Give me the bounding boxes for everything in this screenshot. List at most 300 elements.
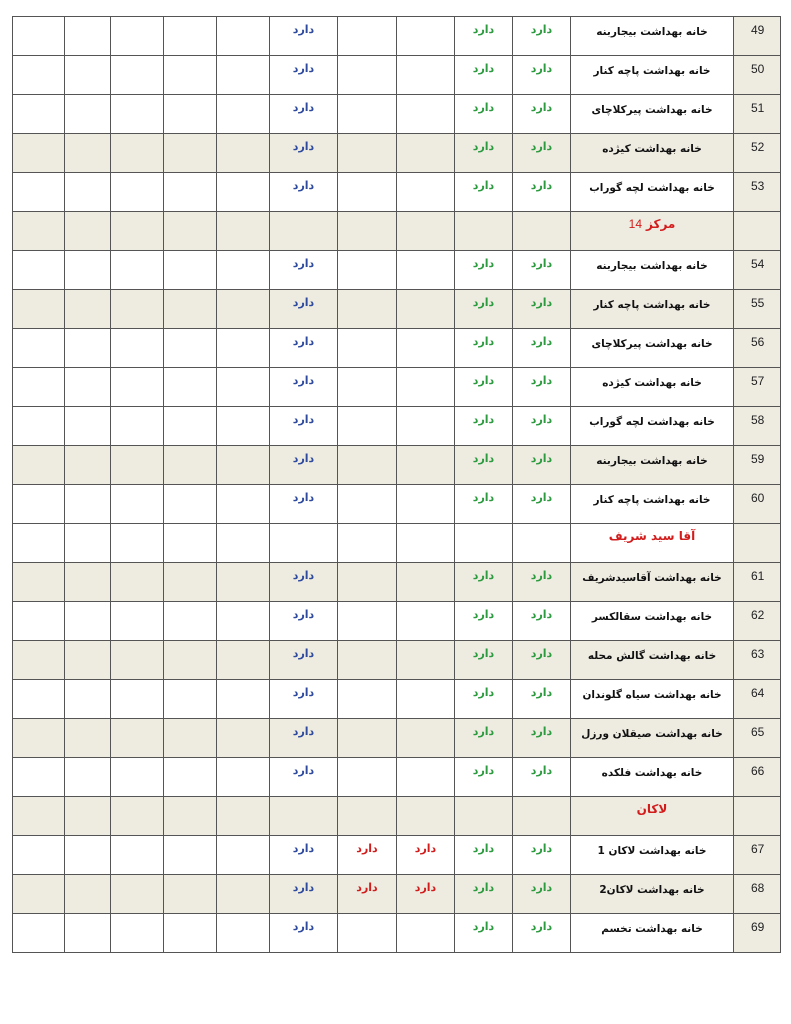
empty-cell	[513, 797, 571, 836]
health-house-table	[12, 16, 781, 953]
section-header-row	[13, 524, 781, 563]
status-cell	[338, 290, 397, 329]
empty-cell	[164, 524, 217, 563]
row-number: 69	[734, 914, 781, 953]
empty-cell	[111, 95, 164, 134]
empty-cell	[65, 368, 111, 407]
table-row	[13, 134, 781, 173]
empty-cell	[13, 875, 65, 914]
empty-cell	[13, 407, 65, 446]
status-cell	[338, 368, 397, 407]
row-number: 68	[734, 875, 781, 914]
status-cell: دارد	[455, 134, 513, 173]
empty-cell	[111, 680, 164, 719]
empty-cell	[111, 719, 164, 758]
row-number: 67	[734, 836, 781, 875]
empty-cell	[111, 836, 164, 875]
empty-cell	[164, 368, 217, 407]
empty-cell	[164, 485, 217, 524]
facility-name: خانه بهداشت پیرکلاچای	[571, 329, 734, 368]
status-cell: دارد	[455, 95, 513, 134]
table-row	[13, 251, 781, 290]
section-title-text: مرکز	[646, 217, 676, 231]
empty-cell	[13, 17, 65, 56]
status-cell	[338, 173, 397, 212]
table-row	[13, 446, 781, 485]
status-cell: دارد	[455, 368, 513, 407]
status-cell: دارد	[270, 407, 338, 446]
status-cell	[338, 641, 397, 680]
facility-name: خانه بهداشت پاچه کنار	[571, 56, 734, 95]
status-cell: دارد	[455, 173, 513, 212]
section-title	[571, 212, 734, 251]
empty-cell	[164, 836, 217, 875]
empty-cell	[164, 563, 217, 602]
row-number: 62	[734, 602, 781, 641]
status-cell: دارد	[455, 485, 513, 524]
empty-cell	[65, 719, 111, 758]
empty-cell	[217, 797, 270, 836]
facility-name: خانه بهداشت کیژده	[571, 368, 734, 407]
status-cell: دارد	[513, 758, 571, 797]
empty-cell	[111, 485, 164, 524]
status-cell: دارد	[397, 836, 455, 875]
empty-cell	[65, 446, 111, 485]
status-cell	[397, 251, 455, 290]
status-cell: دارد	[513, 95, 571, 134]
empty-cell	[111, 602, 164, 641]
row-number	[734, 524, 781, 563]
empty-cell	[111, 563, 164, 602]
empty-cell	[111, 212, 164, 251]
empty-cell	[13, 290, 65, 329]
status-cell: دارد	[270, 836, 338, 875]
empty-cell	[111, 797, 164, 836]
status-cell: دارد	[455, 602, 513, 641]
empty-cell	[164, 407, 217, 446]
status-cell: دارد	[270, 251, 338, 290]
empty-cell	[65, 173, 111, 212]
facility-name: خانه بهداشت آقاسیدشریف	[571, 563, 734, 602]
empty-cell	[164, 719, 217, 758]
status-cell	[397, 17, 455, 56]
facility-name: خانه بهداشت لچه گوراب	[571, 407, 734, 446]
status-cell: دارد	[270, 368, 338, 407]
row-number: 56	[734, 329, 781, 368]
empty-cell	[65, 563, 111, 602]
row-number: 52	[734, 134, 781, 173]
status-cell	[397, 407, 455, 446]
empty-cell	[397, 524, 455, 563]
empty-cell	[164, 914, 217, 953]
row-number: 60	[734, 485, 781, 524]
row-number: 59	[734, 446, 781, 485]
empty-cell	[13, 329, 65, 368]
status-cell: دارد	[397, 875, 455, 914]
status-cell: دارد	[513, 914, 571, 953]
status-cell: دارد	[455, 875, 513, 914]
empty-cell	[397, 212, 455, 251]
empty-cell	[164, 329, 217, 368]
row-number: 53	[734, 173, 781, 212]
empty-cell	[13, 251, 65, 290]
row-number: 51	[734, 95, 781, 134]
status-cell: دارد	[513, 329, 571, 368]
empty-cell	[164, 446, 217, 485]
status-cell: دارد	[270, 446, 338, 485]
table-row	[13, 836, 781, 875]
status-cell	[397, 134, 455, 173]
status-cell: دارد	[270, 134, 338, 173]
status-cell: دارد	[270, 173, 338, 212]
status-cell: دارد	[513, 836, 571, 875]
empty-cell	[164, 641, 217, 680]
status-cell: دارد	[338, 875, 397, 914]
empty-cell	[217, 251, 270, 290]
empty-cell	[111, 329, 164, 368]
empty-cell	[164, 875, 217, 914]
section-title-text: آقا سید شریف	[608, 529, 696, 543]
status-cell: دارد	[270, 290, 338, 329]
status-cell: دارد	[513, 680, 571, 719]
facility-name: خانه بهداشت بیجاربنه	[571, 446, 734, 485]
empty-cell	[13, 134, 65, 173]
facility-name: خانه بهداشت پیرکلاچای	[571, 95, 734, 134]
empty-cell	[513, 212, 571, 251]
status-cell	[338, 17, 397, 56]
status-cell: دارد	[455, 563, 513, 602]
row-number: 58	[734, 407, 781, 446]
status-cell	[338, 446, 397, 485]
table-row	[13, 17, 781, 56]
empty-cell	[217, 680, 270, 719]
empty-cell	[65, 914, 111, 953]
row-number	[734, 212, 781, 251]
status-cell: دارد	[513, 875, 571, 914]
status-cell	[397, 95, 455, 134]
table-row	[13, 875, 781, 914]
empty-cell	[13, 446, 65, 485]
status-cell	[397, 368, 455, 407]
facility-name: خانه بهداشت گالش محله	[571, 641, 734, 680]
empty-cell	[217, 836, 270, 875]
empty-cell	[164, 17, 217, 56]
empty-cell	[217, 602, 270, 641]
status-cell	[338, 134, 397, 173]
row-number: 66	[734, 758, 781, 797]
status-cell: دارد	[513, 134, 571, 173]
row-number: 49	[734, 17, 781, 56]
facility-name: خانه بهداشت پاچه کنار	[571, 290, 734, 329]
status-cell: دارد	[513, 407, 571, 446]
facility-name: خانه بهداشت فلکده	[571, 758, 734, 797]
status-cell: دارد	[455, 836, 513, 875]
table-row	[13, 368, 781, 407]
status-cell	[397, 290, 455, 329]
status-cell: دارد	[270, 329, 338, 368]
status-cell	[397, 758, 455, 797]
status-cell: دارد	[455, 251, 513, 290]
table-row	[13, 914, 781, 953]
status-cell: دارد	[270, 641, 338, 680]
table-row	[13, 485, 781, 524]
empty-cell	[217, 641, 270, 680]
status-cell	[338, 758, 397, 797]
section-title	[571, 524, 734, 563]
status-cell: دارد	[455, 329, 513, 368]
empty-cell	[217, 17, 270, 56]
empty-cell	[111, 914, 164, 953]
row-number: 61	[734, 563, 781, 602]
empty-cell	[455, 524, 513, 563]
table-row	[13, 641, 781, 680]
table-row	[13, 173, 781, 212]
document-page	[12, 16, 780, 953]
row-number: 54	[734, 251, 781, 290]
facility-name: خانه بهداشت صیقلان ورزل	[571, 719, 734, 758]
facility-name: خانه بهداشت سیاه گلوندان	[571, 680, 734, 719]
table-row	[13, 329, 781, 368]
empty-cell	[111, 641, 164, 680]
status-cell: دارد	[513, 563, 571, 602]
status-cell	[397, 602, 455, 641]
status-cell: دارد	[513, 173, 571, 212]
status-cell: دارد	[270, 602, 338, 641]
empty-cell	[65, 407, 111, 446]
empty-cell	[111, 368, 164, 407]
table-row	[13, 563, 781, 602]
status-cell: دارد	[513, 290, 571, 329]
empty-cell	[65, 485, 111, 524]
status-cell: دارد	[270, 95, 338, 134]
empty-cell	[338, 524, 397, 563]
status-cell	[338, 914, 397, 953]
facility-name: خانه بهداشت پاچه کنار	[571, 485, 734, 524]
status-cell	[397, 56, 455, 95]
empty-cell	[111, 251, 164, 290]
empty-cell	[217, 485, 270, 524]
empty-cell	[217, 758, 270, 797]
empty-cell	[13, 914, 65, 953]
status-cell: دارد	[513, 602, 571, 641]
row-number: 50	[734, 56, 781, 95]
empty-cell	[164, 56, 217, 95]
status-cell: دارد	[270, 17, 338, 56]
status-cell: دارد	[270, 485, 338, 524]
section-header-row	[13, 212, 781, 251]
status-cell: دارد	[513, 719, 571, 758]
status-cell	[338, 485, 397, 524]
empty-cell	[111, 875, 164, 914]
row-number	[734, 797, 781, 836]
status-cell: دارد	[270, 563, 338, 602]
empty-cell	[164, 95, 217, 134]
empty-cell	[164, 758, 217, 797]
empty-cell	[65, 680, 111, 719]
section-header-row	[13, 797, 781, 836]
facility-name: خانه بهداشت لاکان2	[571, 875, 734, 914]
empty-cell	[217, 368, 270, 407]
empty-cell	[13, 758, 65, 797]
empty-cell	[217, 173, 270, 212]
empty-cell	[65, 329, 111, 368]
empty-cell	[217, 134, 270, 173]
table-row	[13, 95, 781, 134]
status-cell: دارد	[455, 446, 513, 485]
empty-cell	[164, 797, 217, 836]
row-number: 64	[734, 680, 781, 719]
table-row	[13, 290, 781, 329]
row-number: 57	[734, 368, 781, 407]
table-row	[13, 680, 781, 719]
empty-cell	[13, 56, 65, 95]
empty-cell	[65, 602, 111, 641]
facility-name: خانه بهداشت بیجاربنه	[571, 251, 734, 290]
empty-cell	[455, 212, 513, 251]
empty-cell	[217, 407, 270, 446]
empty-cell	[164, 212, 217, 251]
facility-name: خانه بهداشت تخسم	[571, 914, 734, 953]
empty-cell	[13, 641, 65, 680]
empty-cell	[13, 524, 65, 563]
status-cell: دارد	[455, 758, 513, 797]
empty-cell	[164, 680, 217, 719]
status-cell	[397, 719, 455, 758]
empty-cell	[13, 485, 65, 524]
status-cell: دارد	[270, 680, 338, 719]
status-cell: دارد	[455, 17, 513, 56]
facility-name: خانه بهداشت لچه گوراب	[571, 173, 734, 212]
section-title-text: لاکان	[636, 802, 668, 816]
empty-cell	[397, 797, 455, 836]
empty-cell	[455, 797, 513, 836]
status-cell: دارد	[455, 56, 513, 95]
empty-cell	[111, 17, 164, 56]
row-number: 55	[734, 290, 781, 329]
status-cell: دارد	[455, 680, 513, 719]
empty-cell	[65, 758, 111, 797]
empty-cell	[217, 719, 270, 758]
empty-cell	[217, 56, 270, 95]
status-cell: دارد	[270, 719, 338, 758]
status-cell: دارد	[455, 407, 513, 446]
status-cell: دارد	[455, 719, 513, 758]
empty-cell	[65, 95, 111, 134]
facility-name: خانه بهداشت لاکان 1	[571, 836, 734, 875]
status-cell	[338, 719, 397, 758]
facility-name: خانه بهداشت کیژده	[571, 134, 734, 173]
empty-cell	[111, 407, 164, 446]
empty-cell	[164, 134, 217, 173]
status-cell: دارد	[270, 56, 338, 95]
empty-cell	[65, 641, 111, 680]
status-cell: دارد	[455, 290, 513, 329]
empty-cell	[65, 56, 111, 95]
empty-cell	[217, 212, 270, 251]
empty-cell	[65, 134, 111, 173]
empty-cell	[65, 17, 111, 56]
empty-cell	[164, 290, 217, 329]
table-row	[13, 407, 781, 446]
status-cell: دارد	[270, 914, 338, 953]
status-cell	[338, 563, 397, 602]
status-cell	[397, 563, 455, 602]
status-cell: دارد	[513, 446, 571, 485]
empty-cell	[338, 797, 397, 836]
empty-cell	[13, 212, 65, 251]
status-cell: دارد	[513, 56, 571, 95]
status-cell	[397, 641, 455, 680]
empty-cell	[65, 875, 111, 914]
empty-cell	[13, 836, 65, 875]
empty-cell	[111, 524, 164, 563]
empty-cell	[13, 368, 65, 407]
status-cell: دارد	[338, 836, 397, 875]
empty-cell	[217, 875, 270, 914]
table-row	[13, 602, 781, 641]
empty-cell	[270, 797, 338, 836]
status-cell: دارد	[455, 641, 513, 680]
status-cell: دارد	[513, 17, 571, 56]
empty-cell	[13, 173, 65, 212]
empty-cell	[13, 602, 65, 641]
status-cell	[338, 251, 397, 290]
empty-cell	[217, 446, 270, 485]
empty-cell	[13, 719, 65, 758]
empty-cell	[111, 446, 164, 485]
status-cell	[338, 329, 397, 368]
status-cell	[338, 95, 397, 134]
empty-cell	[217, 524, 270, 563]
status-cell: دارد	[455, 914, 513, 953]
empty-cell	[217, 914, 270, 953]
status-cell	[338, 602, 397, 641]
empty-cell	[217, 290, 270, 329]
empty-cell	[111, 173, 164, 212]
status-cell	[397, 173, 455, 212]
empty-cell	[13, 797, 65, 836]
empty-cell	[111, 134, 164, 173]
status-cell	[338, 407, 397, 446]
empty-cell	[164, 602, 217, 641]
table-row	[13, 719, 781, 758]
empty-cell	[13, 680, 65, 719]
status-cell	[397, 446, 455, 485]
empty-cell	[164, 173, 217, 212]
empty-cell	[217, 95, 270, 134]
empty-cell	[65, 251, 111, 290]
empty-cell	[111, 758, 164, 797]
status-cell	[397, 329, 455, 368]
status-cell	[338, 56, 397, 95]
empty-cell	[65, 212, 111, 251]
table-row	[13, 758, 781, 797]
facility-name: خانه بهداشت بیجاربنه	[571, 17, 734, 56]
empty-cell	[217, 563, 270, 602]
status-cell: دارد	[513, 641, 571, 680]
empty-cell	[270, 212, 338, 251]
row-number: 65	[734, 719, 781, 758]
empty-cell	[13, 563, 65, 602]
empty-cell	[513, 524, 571, 563]
empty-cell	[217, 329, 270, 368]
facility-name: خانه بهداشت سقالکسر	[571, 602, 734, 641]
empty-cell	[270, 524, 338, 563]
status-cell: دارد	[513, 485, 571, 524]
status-cell: دارد	[513, 368, 571, 407]
empty-cell	[65, 524, 111, 563]
table-row	[13, 56, 781, 95]
